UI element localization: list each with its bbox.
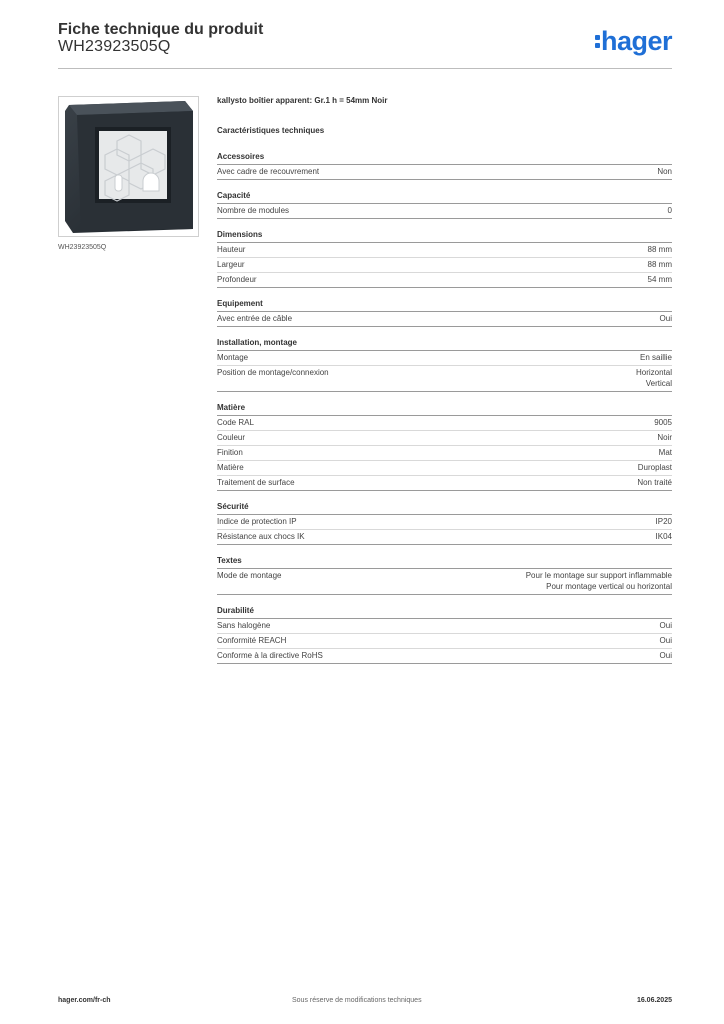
- spec-value-line: Pour le montage sur support inflammable: [525, 571, 672, 580]
- spec-value: [638, 462, 672, 473]
- spec-label: Nombre de modules: [217, 206, 290, 215]
- spec-label: Couleur: [217, 433, 246, 442]
- spec-value-line: Mat: [658, 448, 672, 457]
- spec-row: [217, 351, 672, 366]
- spec-group: [217, 501, 672, 545]
- logo-text: hager: [600, 26, 672, 56]
- spec-row: [217, 243, 672, 258]
- spec-value: [656, 531, 672, 542]
- spec-value: [668, 205, 672, 216]
- spec-value: [648, 244, 672, 255]
- spec-label: Résistance aux chocs IK: [217, 532, 305, 541]
- spec-value-line: Noir: [657, 433, 672, 442]
- spec-group: [217, 229, 672, 288]
- spec-value-line: 54 mm: [647, 275, 672, 284]
- spec-row: [217, 416, 672, 431]
- spec-value-line: 0: [667, 206, 672, 215]
- spec-value-line: 88 mm: [647, 260, 672, 269]
- spec-row: [217, 258, 672, 273]
- spec-row: [217, 476, 672, 491]
- page-title: Fiche technique du produit: [58, 21, 264, 38]
- image-caption: WH23923505Q: [58, 244, 107, 251]
- spec-value-line: 9005: [654, 418, 672, 427]
- spec-label: Code RAL: [217, 418, 254, 427]
- spec-value: [660, 620, 672, 631]
- spec-row: [217, 446, 672, 461]
- spec-label: Profondeur: [217, 275, 257, 284]
- spec-label: Montage: [217, 353, 249, 362]
- spec-value-line: Vertical: [645, 379, 672, 388]
- spec-label: Traitement de surface: [217, 478, 295, 487]
- spec-value-line: Horizontal: [635, 368, 672, 377]
- footer-notice: Sous réserve de modifications techniques: [292, 997, 422, 1004]
- spec-group-title: Installation, montage: [217, 337, 672, 351]
- footer-date: 16.06.2025: [636, 997, 672, 1004]
- spec-row: [217, 619, 672, 634]
- product-name: kallysto boîtier apparent: Gr.1 h = 54mm Noir: [217, 96, 388, 105]
- logo-dots-icon: [595, 35, 600, 51]
- hager-logo: [595, 26, 672, 57]
- spec-row: [217, 515, 672, 530]
- spec-value-line: IK04: [655, 532, 672, 541]
- product-reference: WH23923505Q: [58, 38, 171, 55]
- footer-website[interactable]: hager.com/fr-ch: [58, 997, 111, 1004]
- spec-group: [217, 190, 672, 219]
- spec-row: [217, 649, 672, 664]
- spec-value-line: En saillie: [639, 353, 672, 362]
- spec-value: [660, 635, 672, 646]
- spec-value: [526, 570, 672, 592]
- spec-label: Conformité REACH: [217, 636, 287, 645]
- spec-label: Conforme à la directive RoHS: [217, 651, 323, 660]
- spec-label: Matière: [217, 463, 244, 472]
- spec-label: Avec cadre de recouvrement: [217, 167, 320, 176]
- spec-value-line: Oui: [659, 314, 672, 323]
- spec-value: [657, 166, 672, 177]
- spec-value-line: Oui: [659, 636, 672, 645]
- spec-value-line: Oui: [659, 651, 672, 660]
- spec-value: [648, 274, 672, 285]
- spec-value: [660, 313, 672, 324]
- spec-group-title: Equipement: [217, 298, 672, 312]
- spec-row: [217, 530, 672, 545]
- spec-group-title: Durabilité: [217, 605, 672, 619]
- spec-group-title: Textes: [217, 555, 672, 569]
- junction-box-illustration: [59, 97, 198, 236]
- header-divider: [58, 68, 672, 69]
- spec-value: [656, 516, 672, 527]
- spec-value: [654, 417, 672, 428]
- spec-label: Hauteur: [217, 245, 246, 254]
- spec-label: Mode de montage: [217, 571, 282, 580]
- product-image: [58, 96, 199, 237]
- spec-row: [217, 204, 672, 219]
- spec-row: [217, 461, 672, 476]
- spec-value-line: Duroplast: [637, 463, 672, 472]
- spec-value: [657, 432, 672, 443]
- spec-group: [217, 337, 672, 392]
- spec-value-line: Non traité: [637, 478, 672, 487]
- spec-groups: [217, 151, 672, 664]
- spec-label: Largeur: [217, 260, 245, 269]
- specifications: [217, 96, 672, 674]
- spec-group-title: Accessoires: [217, 151, 672, 165]
- spec-label: Indice de protection IP: [217, 517, 297, 526]
- spec-value-line: IP20: [655, 517, 672, 526]
- spec-label: Finition: [217, 448, 243, 457]
- spec-value: [637, 477, 672, 488]
- spec-group-title: Capacité: [217, 190, 672, 204]
- spec-label: Avec entrée de câble: [217, 314, 293, 323]
- spec-row: [217, 273, 672, 288]
- spec-group: [217, 298, 672, 327]
- section-title: Caractéristiques techniques: [217, 126, 325, 135]
- spec-group: [217, 402, 672, 491]
- spec-row: [217, 312, 672, 327]
- spec-value: [640, 352, 672, 363]
- spec-value-line: 88 mm: [647, 245, 672, 254]
- spec-group: [217, 555, 672, 595]
- spec-value: [636, 367, 672, 389]
- spec-label: Position de montage/connexion: [217, 368, 329, 377]
- spec-row: [217, 165, 672, 180]
- spec-row: [217, 634, 672, 649]
- spec-label: Sans halogène: [217, 621, 271, 630]
- spec-group-title: Sécurité: [217, 501, 672, 515]
- spec-group-title: Matière: [217, 402, 672, 416]
- spec-value: [648, 259, 672, 270]
- spec-row: [217, 569, 672, 595]
- spec-value: [659, 447, 672, 458]
- spec-value: [660, 650, 672, 661]
- spec-group: [217, 605, 672, 664]
- spec-value-line: Non: [657, 167, 672, 176]
- spec-group-title: Dimensions: [217, 229, 672, 243]
- spec-value-line: Oui: [659, 621, 672, 630]
- spec-row: [217, 431, 672, 446]
- spec-value-line: Pour montage vertical ou horizontal: [546, 582, 672, 591]
- spec-row: [217, 366, 672, 392]
- spec-group: [217, 151, 672, 180]
